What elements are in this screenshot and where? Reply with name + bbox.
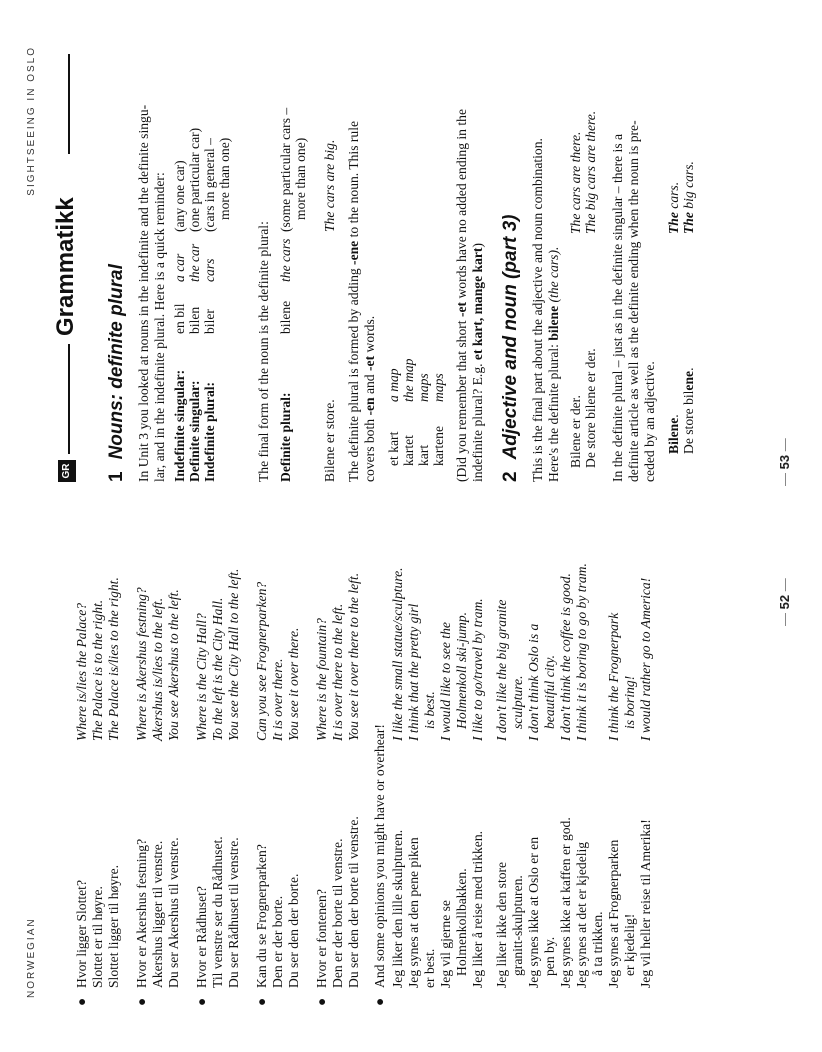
english-line: I think it is boring to go by tram. [574,563,589,741]
bullet-icon: ● [314,997,329,1006]
english-line: Holmenkoll ski-jump. [454,611,469,729]
english-form: maps [431,373,446,402]
text-span: big cars. [681,161,696,213]
norwegian-line: Kan du se Frognerparken? [254,844,269,988]
text-span: (Did you remember that short [454,317,469,482]
english-line: sculpture. [510,675,525,729]
text-span: . [666,414,681,418]
form-note: more than one) [293,137,308,220]
english-line: It is over there to the left. [330,603,345,741]
norwegian-line: Akershus ligger til venstre. [150,840,165,988]
norwegian-line: Jeg synes at den pene piken [406,837,421,988]
english-phrases [254,501,302,741]
form-note: (any one car) [172,160,187,232]
section-heading-1 [106,264,128,482]
norwegian-line: Jeg liker ikke den store [494,861,509,988]
norwegian-line: er best. [422,948,437,988]
english-opinions [390,501,654,741]
bold-span: -ene [346,240,361,265]
norwegian-opinions [390,748,654,988]
norwegian-phrases [74,748,122,988]
bold-span: ene [681,370,696,391]
english-form: a car [172,253,187,282]
english-example [666,182,681,234]
norwegian-phrases [314,748,362,988]
english-form: a map [386,368,401,402]
english-line: You see Akershus to the left. [166,589,181,741]
norwegian-line: Slottet er til høyre. [90,886,105,988]
english-line: Where is the City Hall? [194,613,209,741]
section2-paragraph [610,42,658,482]
norwegian-line: Til venstre ser du Rådhuset. [210,836,225,988]
english-example: The big cars are there. [583,110,598,234]
norwegian-form: biler [202,309,217,334]
bullet-icon: ● [74,997,89,1006]
norwegian-line: Jeg vil gjerne se [438,900,453,988]
text-span: indefinite plural? E.g. [470,360,485,482]
definite-plural-row [278,42,318,482]
norwegian-example: Bilene er der. [568,395,583,468]
form-note: more than one) [217,137,232,220]
title-rule [68,344,70,454]
norwegian-line: Du ser den der borte til venstre. [346,816,361,988]
bold-span: The [681,212,696,234]
norwegian-line: Du ser Rådhuset til venstre. [226,837,241,988]
english-line: Can you see Frognerparken? [254,581,269,741]
english-line: I would rather go to America! [638,577,653,741]
intro-line: lar, and in the indefinite plural. Here is a quick reminder: [152,172,167,482]
english-line: I don't think the coffee is good. [558,573,573,741]
opinions-intro: And some opinions you might have or overhear! [372,724,387,988]
section-title: Grammatikk [52,197,79,336]
norwegian-line: Hvor ligger Slottet? [74,880,89,988]
english-phrases [134,501,182,741]
left-page [16,526,806,1046]
english-line: Where is the fountain? [314,618,329,741]
reminder-table [172,42,252,482]
bold-span: Bilene [666,417,681,454]
intro-line: This is the final part about the adjective and noun combination. [530,138,545,482]
form-note: (cars in general – [202,138,217,232]
english-line: I think that the pretty girl [406,603,421,741]
norwegian-form: bilene [278,300,293,334]
norwegian-phrases [194,748,242,988]
english-line: You see the City Hall to the left. [226,568,241,741]
paragraph-line: ceded by an adjective. [642,361,657,482]
norwegian-form: et kart [386,431,401,466]
text-span: Here's the definite plural: [546,340,561,482]
english-line: You see it over there to the left. [346,572,361,741]
norwegian-line: Jeg liker den lille skulpturen. [390,829,405,988]
form-label: Definite plural: [278,392,293,482]
bullet-icon: ● [134,997,149,1006]
kart-table [386,266,450,466]
english-form: the map [401,358,416,402]
section-heading-text: Nouns: definite plural [106,264,127,460]
form-note: (some particular cars – [278,107,293,232]
page-number: — 52 — [777,578,792,626]
norwegian-line: Slottet ligger til høyre. [106,864,121,988]
text-span: and [362,370,377,398]
english-line: Where is/lies the Palace? [74,602,89,741]
bold-span: bilene [546,305,561,341]
text-span: ) [470,243,485,248]
english-form: the car [187,243,202,282]
english-form: cars [202,258,217,282]
norwegian-line: Hvor er Akershus festning? [134,838,149,988]
english-line: Where is Akershus festning? [134,587,149,741]
form-note: (one particular car) [187,127,202,232]
bullet-icon: ● [254,997,269,1006]
english-line: To the left is the City Hall. [210,597,225,741]
english-form: the cars [278,238,293,282]
section-number: 2 [500,471,521,482]
english-line: I would like to see the [438,622,453,741]
form-label: Indefinite singular: [172,369,187,482]
bullet-icon: ● [372,997,387,1006]
section2-intro [530,42,562,482]
running-head: NORWEGIAN [26,917,37,998]
bold-span: -en [362,397,377,416]
bold-span: -et [454,301,469,318]
english-line: I like the small statue/sculpture. [390,567,405,741]
norwegian-line: Du ser den der borte. [286,873,301,988]
english-line: You see it over there. [286,627,301,741]
english-line: It is over there. [270,658,285,741]
norwegian-line: å ta trikken. [590,911,605,976]
english-form: maps [416,373,431,402]
norwegian-line: er kjedelig! [622,913,637,976]
bold-span: et kart, mange kart [470,247,485,361]
norwegian-phrases [134,748,182,988]
norwegian-line: pen by. [542,936,557,976]
norwegian-line: Den er der borte. [270,895,285,988]
english-line: Akershus is/lies to the left. [150,597,165,741]
english-line: is best. [422,691,437,729]
page-number: — 53 — [777,438,792,486]
norwegian-line: granitt-skulpturen. [510,875,525,976]
norwegian-example: De store bilene er der. [583,348,598,468]
text-span: . [681,367,696,371]
english-line: I think the Frognerpark [606,612,621,741]
book-spread [16,6,806,1046]
section-heading-text: Adjective and noun (part 3) [500,214,521,460]
bold-span: The [666,212,681,234]
section2-examples [568,48,602,468]
norwegian-line: Den er der borte til venstre. [330,838,345,988]
remember-note [454,42,486,482]
bullet-icon: ● [194,997,209,1006]
english-line: beautiful city. [542,655,557,729]
english-line: The Palace is/lies to the right. [106,577,121,741]
norwegian-line: Jeg liker å reise med trikken. [470,830,485,988]
norwegian-form: bilen [187,306,202,334]
text-span: to the noun. This rule [346,120,361,241]
grammar-icon: GR [58,460,76,482]
norwegian-line: Jeg synes at Frognerparken [606,839,621,988]
english-phrases [314,501,362,741]
english-line: I don't think Oslo is a [526,623,541,741]
english-line: The Palace is to the right. [90,599,105,741]
text-span: words. [362,315,377,356]
norwegian-phrases [254,748,302,988]
norwegian-form: kartene [431,426,446,466]
norwegian-form: kart [416,444,431,466]
norwegian-line: Jeg synes ikke at Oslo er en [526,836,541,988]
english-example: The cars are big. [322,139,337,232]
section-heading-2 [500,215,522,483]
right-page [16,6,806,526]
text-span: De store bil [681,390,696,454]
english-phrases [194,501,242,741]
norwegian-form: kartet [401,435,416,466]
text-span: covers both [362,415,377,482]
english-example: The cars are there. [568,131,583,234]
text-span: cars. [666,181,681,213]
norwegian-line: Hvor er fontenen? [314,889,329,988]
form-label: Indefinite plural: [202,381,217,482]
norwegian-line: Jeg synes ikke at kaffen er god. [558,817,573,988]
form-label: Definite singular: [187,380,202,482]
norwegian-form: en bil [172,303,187,334]
norwegian-line: Jeg vil heller reise til Amerika! [638,819,653,988]
paragraph-line: definite article as well as the definite ending when the noun is pre- [626,120,641,482]
intro-line: In Unit 3 you looked at nouns in the indefinite and the definite singu- [136,104,151,482]
text-span: words have no added ending in the [454,109,469,302]
english-final-column [666,54,700,454]
italic-span: (the cars). [546,246,561,306]
paragraph-line: In the definite plural – just as in the definite singular – there is a [610,133,625,482]
norwegian-line: Du ser Akershus til venstre. [166,837,181,988]
english-line: is boring! [622,675,637,729]
plural-rule [346,42,378,482]
text-span: The definite plural is formed by adding [346,264,361,482]
example-row [322,42,340,482]
section-number: 1 [106,471,127,482]
norwegian-line: Jeg synes at det er kjedelig [574,841,589,988]
bold-span: -et [362,355,377,371]
english-line: I like to go/travel by tram. [470,598,485,741]
section1-intro [136,42,168,482]
running-head: SIGHTSEEING IN OSLO [26,46,37,196]
norwegian-line: Holmenkollbakken. [454,868,469,976]
norwegian-line: Hvor er Rådhuset? [194,886,209,988]
final-form-text: The final form of the noun is the definite plural: [256,221,271,482]
norwegian-example: Bilene er store. [322,399,337,482]
english-example [681,161,696,234]
english-phrases [74,501,122,741]
english-line: I don't like the big granite [494,599,509,741]
title-rule [68,54,70,154]
